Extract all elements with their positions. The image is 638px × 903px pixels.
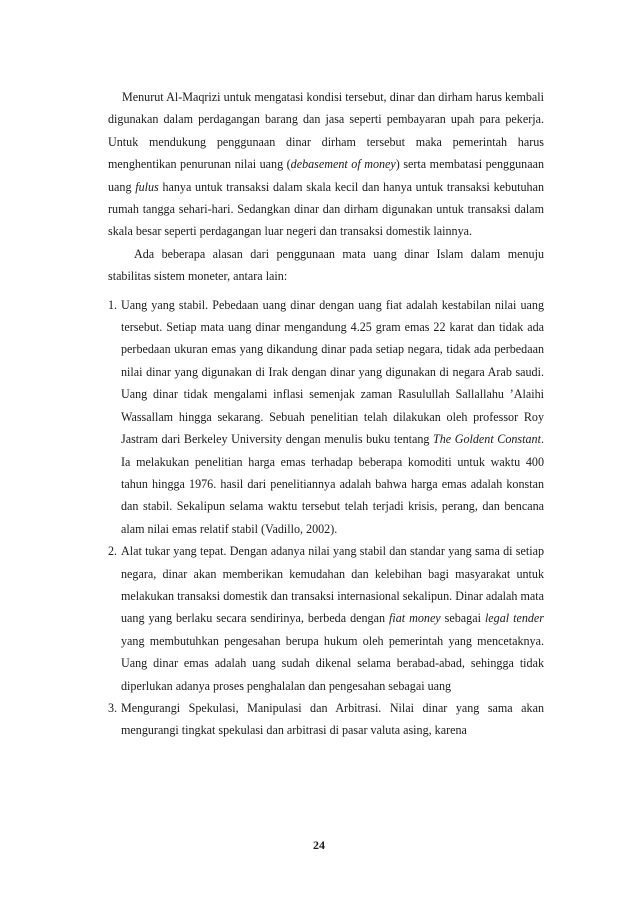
reasons-list — [108, 294, 544, 742]
item1-text-a: Uang yang stabil. Pebedaan uang dinar dengan uang fiat adalah kestabilan nilai uang tersebut. Setiap mata uang dinar mengandung 4.25 gram emas 22 karat dan tidak ada perbedaan ukuran emas yang dikandung dinar pada setiap negara, tidak ada perbedaan nilai dinar yang digunakan di Irak dengan dinar yang digunakan di negara Arab saudi. Uang dinar tidak mengalami inflasi semenjak zaman Rasulullah Sallallahu ’Alaihi Wassallam hingga sekarang. Sebuah penelitian telah dilakukan oleh professor Roy Jastram dari Berkeley University dengan menulis buku tentang — [121, 297, 544, 447]
list-number: 1. — [108, 297, 118, 312]
para1-text-b: ) serta membatasi penggunaan uang — [108, 157, 545, 194]
body-text — [108, 86, 544, 742]
item2-italic-fiat: fiat money — [389, 611, 441, 626]
para1-text-c: hanya untuk transaksi dalam skala kecil dan hanya untuk transaksi kebutuhan rumah tangga sehari-hari. Sedangkan dinar dan dirham digunakan untuk transaksi dalam skala besar seperti perdagangan luar negeri dan transaksi domestik lainnya. — [108, 179, 544, 239]
list-number: 2. — [108, 544, 118, 559]
list-item-2 — [108, 540, 544, 697]
paragraph-maqrizi — [108, 86, 544, 243]
item2-text-b: sebagai — [440, 611, 485, 626]
item2-italic-legal-tender: legal tender — [484, 611, 545, 626]
para1-text-a: Menurut Al-Maqrizi untuk mengatasi kondisi tersebut, dinar dan dirham harus kembali digunakan dalam perdagangan barang dan jasa seperti pembayaran upah para pekerja. Untuk mendukung penggunaan dinar dirham tersebut maka pemerintah harus menghentikan penurunan nilai uang ( — [108, 90, 544, 172]
list-item-3 — [108, 697, 544, 742]
item1-text-b: . Ia melakukan penelitian harga emas terhadap beberapa komoditi untuk waktu 400 tahun hingga 1976. hasil dari penelitiannya adalah bahwa harga emas adalah konstan dan stabil. Sekalipun selama waktu tersebut telah terjadi krisis, perang, dan bencana alam nilai emas relatif stabil (Vadillo, 2002). — [121, 432, 544, 536]
item1-italic-book: The Goldent Constant — [433, 432, 541, 447]
para1-italic-fulus: fulus — [135, 179, 159, 194]
list-number: 3. — [108, 700, 118, 715]
para1-italic-debasement: debasement of money — [290, 157, 396, 172]
item2-text-c: yang membutuhkan pengesahan berupa hukum oleh pemerintah yang mencetaknya. Uang dinar emas adalah uang sudah dikenal selama berabad-abad, sehingga tidak diperlukan adanya proses penghalalan dan pengesahan sebagai uang — [121, 633, 544, 693]
paragraph-reasons: Ada beberapa alasan dari penggunaan mata uang dinar Islam dalam menuju stabilitas sistem moneter, antara lain: — [108, 246, 544, 284]
list-item-1 — [108, 294, 544, 540]
page-number: 24 — [313, 838, 325, 852]
item3-text-a: Mengurangi Spekulasi, Manipulasi dan Arbitrasi. Nilai dinar yang sama akan mengurangi tingkat spekulasi dan arbitrasi di pasar valuta asing, karena — [121, 700, 544, 738]
item2-text-a: Alat tukar yang tepat. Dengan adanya nilai yang stabil dan standar yang sama di setiap negara, dinar akan memberikan kemudahan dan kelebihan bagi masyarakat untuk melakukan transaksi domestik dan transaksi internasional sekalipun. Dinar adalah mata uang yang berlaku secara sendirinya, berbeda dengan — [121, 544, 544, 626]
